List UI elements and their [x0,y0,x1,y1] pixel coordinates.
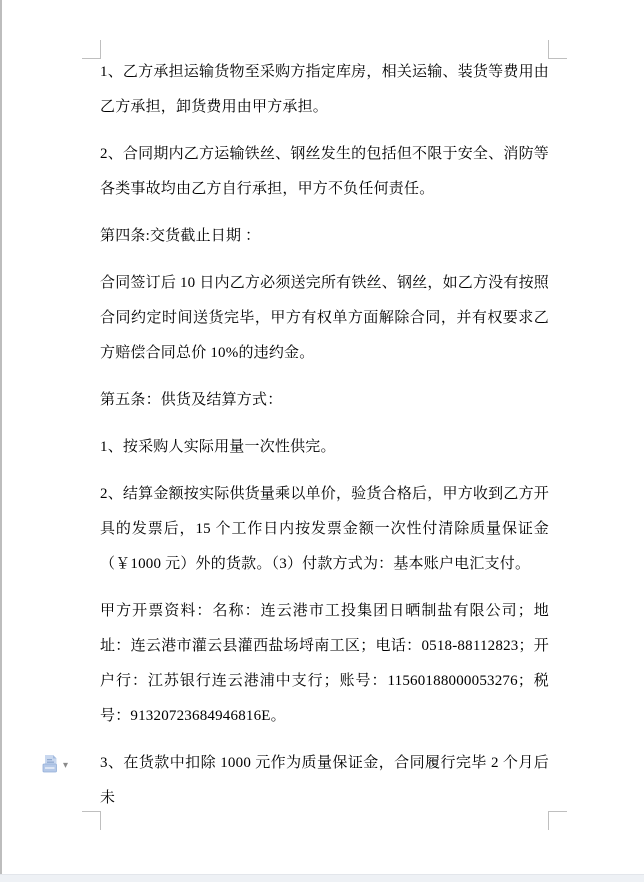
paste-options-button[interactable] [42,755,68,774]
text-boundary-mark-top-left [82,40,101,59]
status-bar-strip [0,874,644,882]
paste-clipboard-icon [42,755,58,774]
text-boundary-mark-bottom-left [82,811,101,830]
paragraph-clause4-heading[interactable]: 第四条:交货截止日期 ： [100,228,261,244]
paragraph-supply-once[interactable]: 1、按采购人实际用量一次性供完。 [100,439,336,455]
text-boundary-mark-bottom-right [548,811,567,830]
paragraph-quality-deposit[interactable]: 3、在货款中扣除 1000 元作为质量保证金，合同履行完毕 2 个月后未 [100,755,549,806]
paragraph-accident-liability[interactable]: 2、合同期内乙方运输铁丝、钢丝发生的包括但不限于安全、消防等各类事故均由乙方自行承担，甲方不负任何责任。 [100,146,549,197]
paragraph-clause5-heading[interactable]: 第五条：供货及结算方式： [100,392,283,408]
left-edge-line [0,0,2,874]
paragraph-invoice-info[interactable]: 甲方开票资料：名称：连云港市工投集团日晒制盐有限公司；地址：连云港市灌云县灌西盐场埒南工区；电话：0518-88112823；开户行：江苏银行连云港浦中支行；账号：11560188000053276；税号：91320723684946816E。 [100,603,549,724]
text-boundary-mark-top-right [548,40,567,59]
document-text-area[interactable] [100,55,549,828]
paragraph-delivery-deadline[interactable]: 合同签订后 10 日内乙方必须送完所有铁丝、钢丝，如乙方没有按照合同约定时间送货完毕，甲方有权单方面解除合同，并有权要求乙方赔偿合同总价 10%的违约金。 [100,275,549,361]
paragraph-shipping-costs[interactable]: 1、乙方承担运输货物至采购方指定库房，相关运输、装货等费用由乙方承担，卸货费用由甲方承担。 [100,64,549,115]
paragraph-settlement-terms[interactable]: 2、结算金额按实际供货量乘以单价，验货合格后，甲方收到乙方开具的发票后，15 个工作日内按发票金额一次性付清除质量保证金（￥1000 元）外的货款。（3）付款方式为：基本账户电汇支付。 [100,486,549,572]
chevron-down-icon[interactable]: ▾ [63,760,69,771]
